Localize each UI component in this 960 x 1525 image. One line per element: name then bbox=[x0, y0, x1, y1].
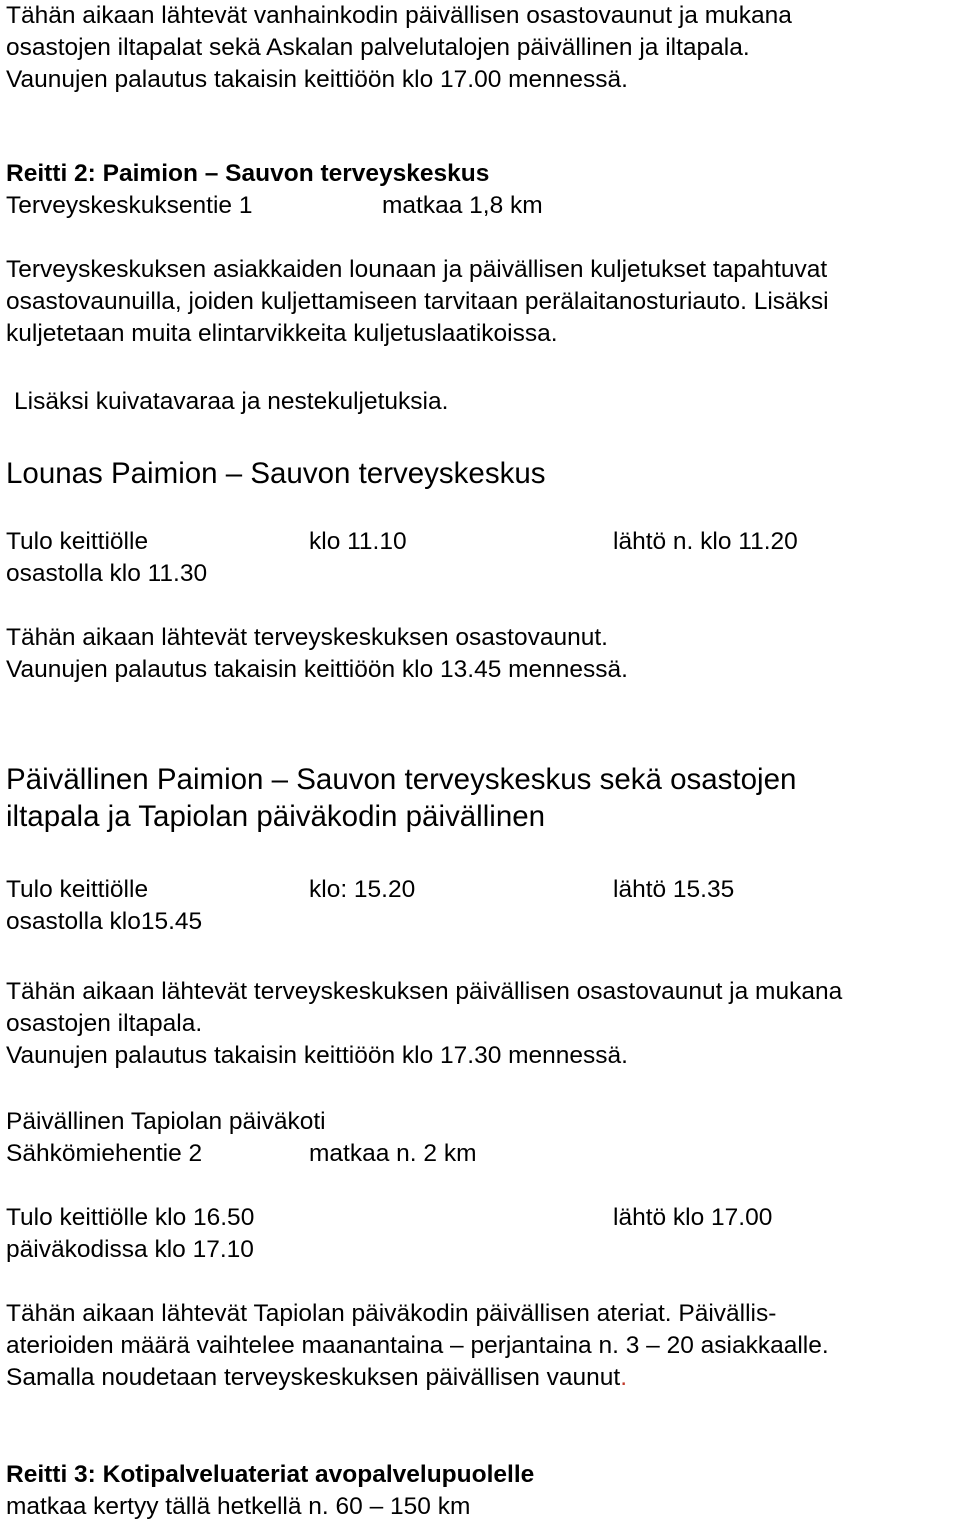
route2-description-line: kuljetetaan muita elintarvikkeita kuljetuslaatikoissa. bbox=[6, 320, 558, 347]
daycare-note-text: Samalla noudetaan terveyskeskuksen päivällisen vaunut bbox=[6, 1364, 621, 1391]
daycare-notes bbox=[6, 1298, 829, 1394]
dinner-ward-time: osastolla klo15.45 bbox=[6, 908, 203, 935]
lunch-arrival-label: Tulo keittiölle bbox=[6, 528, 149, 555]
route2-description-line: osastovaunuilla, joiden kuljettamiseen tarvitaan perälaitanosturiauto. Lisäksi bbox=[6, 288, 829, 315]
lunch-departure: lähtö n. klo 11.20 bbox=[613, 528, 798, 555]
daycare-address: Sähkömiehentie 2 bbox=[6, 1140, 203, 1167]
route3-title: Reitti 3: Kotipalveluateriat avopalvelupuolelle bbox=[6, 1461, 535, 1488]
lunch-heading-text: Lounas Paimion – Sauvon terveyskeskus bbox=[6, 457, 546, 490]
lunch-note-line: Vaunujen palautus takaisin keittiöön klo 13.45 mennessä. bbox=[6, 656, 628, 683]
dinner-departure: lähtö 15.35 bbox=[613, 876, 735, 903]
route3-section bbox=[6, 1459, 534, 1523]
dinner-arrival-label: Tulo keittiölle bbox=[6, 876, 149, 903]
dinner-heading bbox=[6, 761, 796, 835]
dinner-heading-line: iltapala ja Tapiolan päiväkodin päivällinen bbox=[6, 800, 546, 833]
lunch-heading bbox=[6, 455, 546, 492]
route2-section bbox=[6, 158, 543, 222]
route2-extra-line: Lisäksi kuivatavaraa ja nestekuljetuksia. bbox=[14, 388, 449, 415]
daycare-schedule-row bbox=[6, 1202, 956, 1234]
route2-description bbox=[6, 254, 829, 350]
dinner-schedule bbox=[6, 874, 956, 938]
lunch-note-line: Tähän aikaan lähtevät terveyskeskuksen osastovaunut. bbox=[6, 624, 608, 651]
lunch-ward-time: osastolla klo 11.30 bbox=[6, 560, 208, 587]
intro-line: Vaunujen palautus takaisin keittiöön klo 17.00 mennessä. bbox=[6, 66, 628, 93]
route2-address-row bbox=[6, 190, 543, 222]
daycare-note-line bbox=[6, 1362, 829, 1394]
daycare-distance: matkaa n. 2 km bbox=[309, 1140, 477, 1167]
daycare-at-daycare-time: päiväkodissa klo 17.10 bbox=[6, 1236, 254, 1263]
daycare-note-period: . bbox=[620, 1364, 628, 1391]
dinner-note-line: osastojen iltapala. bbox=[6, 1010, 203, 1037]
intro-line: Tähän aikaan lähtevät vanhainkodin päivällisen osastovaunut ja mukana bbox=[6, 2, 792, 29]
lunch-schedule-row bbox=[6, 526, 956, 558]
dinner-note-line: Tähän aikaan lähtevät terveyskeskuksen päivällisen osastovaunut ja mukana bbox=[6, 978, 843, 1005]
daycare-title: Päivällinen Tapiolan päiväkoti bbox=[6, 1108, 326, 1135]
lunch-schedule bbox=[6, 526, 956, 590]
daycare-address-row bbox=[6, 1138, 956, 1170]
dinner-arrival-time: klo: 15.20 bbox=[309, 876, 416, 903]
dinner-heading-line: Päivällinen Paimion – Sauvon terveyskeskus sekä osastojen bbox=[6, 763, 797, 796]
route2-extra bbox=[14, 386, 448, 418]
daycare-note-line: Tähän aikaan lähtevät Tapiolan päiväkodin päivällisen ateriat. Päivällis- bbox=[6, 1300, 777, 1327]
dinner-schedule-row bbox=[6, 874, 956, 906]
daycare-arrival: Tulo keittiölle klo 16.50 bbox=[6, 1204, 255, 1231]
lunch-arrival-time: klo 11.10 bbox=[309, 528, 407, 555]
route3-distance: matkaa kertyy tällä hetkellä n. 60 – 150 km bbox=[6, 1493, 471, 1520]
dinner-note-line: Vaunujen palautus takaisin keittiöön klo 17.30 mennessä. bbox=[6, 1042, 628, 1069]
route2-address: Terveyskeskuksentie 1 bbox=[6, 192, 253, 219]
route2-distance: matkaa 1,8 km bbox=[382, 192, 543, 219]
daycare-departure: lähtö klo 17.00 bbox=[613, 1204, 773, 1231]
daycare-section bbox=[6, 1106, 956, 1170]
daycare-note-line: aterioiden määrä vaihtelee maanantaina – perjantaina n. 3 – 20 asiakkaalle. bbox=[6, 1332, 829, 1359]
daycare-schedule bbox=[6, 1202, 956, 1266]
intro-line: osastojen iltapalat sekä Askalan palvelutalojen päivällinen ja iltapala. bbox=[6, 34, 750, 61]
route2-title: Reitti 2: Paimion – Sauvon terveyskeskus bbox=[6, 160, 490, 187]
route2-description-line: Terveyskeskuksen asiakkaiden lounaan ja päivällisen kuljetukset tapahtuvat bbox=[6, 256, 828, 283]
intro-paragraph bbox=[6, 0, 792, 96]
lunch-notes bbox=[6, 622, 628, 686]
dinner-notes bbox=[6, 976, 842, 1072]
